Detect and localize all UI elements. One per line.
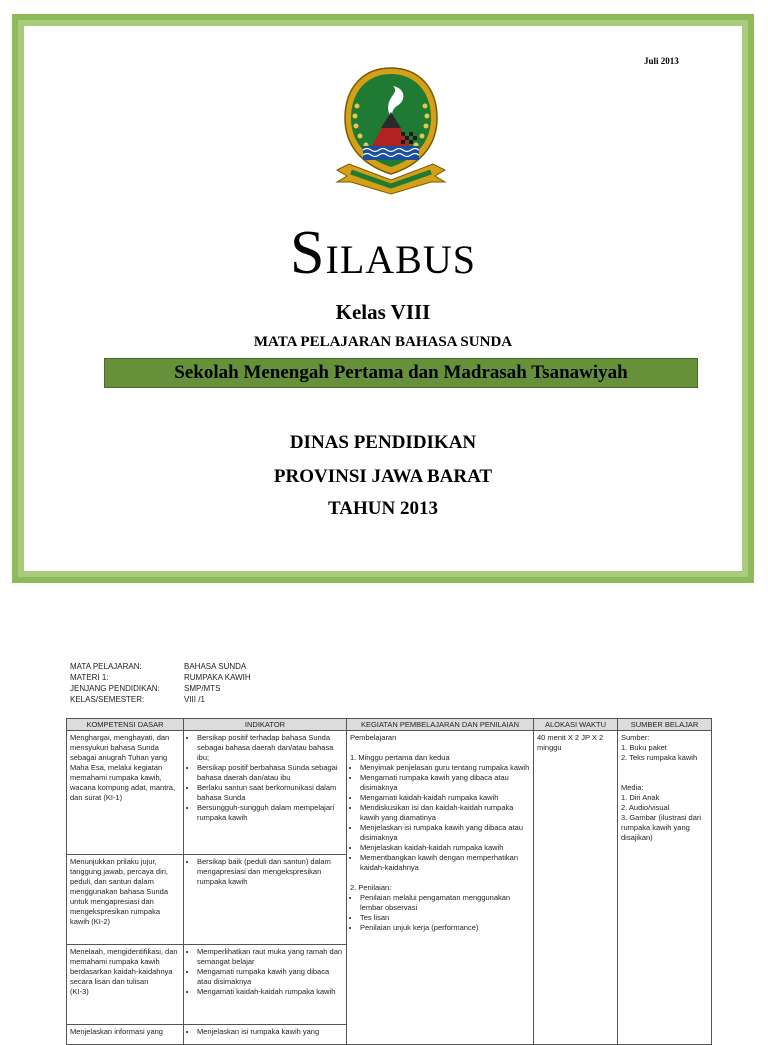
kd-cell: Menghargai, menghayati, dan mensyukuri bahasa Sunda sebagai anugrah Tuhan yang Maha Esa, melalui kegiatan memahami rumpaka kawih, wacana kompung adat, mantra, dan surat (KI-1) <box>67 731 184 855</box>
media-item: 3. Gambar (ilustrasi dari rumpaka kawih yang disajikan) <box>621 813 702 842</box>
jawa-barat-emblem-icon <box>335 66 447 200</box>
cover-sekolah: Sekolah Menengah Pertama dan Madrasah Tsanawiyah <box>174 362 628 383</box>
list-item: • Bersikap baik (peduli dan santun) dalam mengapresiasi dan mengekspresikan rumpaka kawih <box>197 857 343 887</box>
info-row <box>70 684 470 695</box>
list-item: • Mengamati rumpaka kawih yang dibaca atau disimaknya <box>360 773 530 793</box>
indikator-cell <box>184 945 347 1025</box>
info-label: KELAS/SEMESTER: <box>70 695 145 704</box>
header-indikator: INDIKATOR <box>184 719 347 731</box>
kegiatan-intro: Pembelajaran <box>350 733 397 742</box>
list-item: • Bersikap positif berbahasa Sunda sebagai bahasa daerah dan/atau ibu <box>197 763 343 783</box>
list-item: • Mengamati kaidah-kaidah rumpaka kawih <box>197 987 343 997</box>
list-item: • Berlaku santun saat berkomunikasi dalam bahasa Sunda <box>197 783 343 803</box>
cover-title-rest: ILABUS <box>325 237 476 282</box>
kd-text: Menelaah, mengidentifikasi, dan memahami rumpaka kawih berdasarkan kaidah-kaidahnya secara lisan dan tulisan <box>70 947 178 986</box>
kegiatan-step2: 2. Penilaian: <box>350 883 392 892</box>
cover-title-first: S <box>290 219 326 287</box>
media-label: Media: <box>621 783 644 792</box>
list-item: • Menjelaskan isi rumpaka kawih yang dibaca atau disimaknya <box>360 823 530 843</box>
cover-provinsi: PROVINSI JAWA BARAT <box>273 466 493 487</box>
syllabus-info <box>70 662 470 706</box>
indikator-cell <box>184 731 347 855</box>
kd-text: (KI-3) <box>70 987 89 996</box>
cover-school-banner <box>104 358 698 388</box>
header-kegiatan: KEGIATAN PEMBELAJARAN DAN PENILAIAN <box>347 719 534 731</box>
indikator-cell <box>184 855 347 945</box>
cover-title <box>0 218 766 289</box>
list-item: • Penilaian unjuk kerja (performance) <box>360 923 530 933</box>
cover-kelas: Kelas VIII <box>335 300 431 324</box>
header-alokasi-waktu: ALOKASI WAKTU <box>534 719 618 731</box>
sumber-item: 2. Teks rumpaka kawih <box>621 753 698 762</box>
list-item: • Menyimak penjelasan guru tentang rumpaka kawih <box>360 763 530 773</box>
list-item: • Mendiskusikan isi dan kaidah-kaidah rumpaka kawih yang diamatinya <box>360 803 530 823</box>
list-item: • Mengamati rumpaka kawih yang dibaca atau disimaknya <box>197 967 343 987</box>
list-item: • Bersikap positif terhadap bahasa Sunda sebagai bahasa daerah dan/atau bahasa ibu; <box>197 733 343 763</box>
cover-mapel: MATA PELAJARAN BAHASA SUNDA <box>253 334 513 350</box>
sumber-cell <box>618 731 712 1045</box>
info-row <box>70 695 470 706</box>
syllabus-table <box>66 718 712 1045</box>
info-value: VIII /1 <box>184 695 205 704</box>
alokasi-cell: 40 menit X 2 JP X 2 minggu <box>534 731 618 1045</box>
media-item: 1. Diri Anak <box>621 793 660 802</box>
table-row <box>67 731 712 855</box>
cover-dinas: DINAS PENDIDIKAN <box>289 432 477 453</box>
cover-date: Juli 2013 <box>644 56 679 66</box>
media-item: 2. Audio/visual <box>621 803 670 812</box>
list-item: • Menjelaskan isi rumpaka kawih yang <box>197 1027 343 1037</box>
list-item: • Penilaian melalui pengamatan menggunakan lembar observasi <box>360 893 530 913</box>
info-value: BAHASA SUNDA <box>184 662 247 671</box>
header-kompetensi-dasar: KOMPETENSI DASAR <box>67 719 184 731</box>
info-row <box>70 662 470 673</box>
list-item: • Tes lisan <box>360 913 530 923</box>
list-item: • Menjelaskan kaidah-kaidah rumpaka kawih <box>360 843 530 853</box>
list-item: • Bersungguh-sungguh dalam mempelajari rumpaka kawih <box>197 803 343 823</box>
kegiatan-cell <box>347 731 534 1045</box>
list-item: • Memperlihatkan raut muka yang ramah dan semangat belajar <box>197 947 343 967</box>
kd-cell: Menunjukkan prilaku jujur, tanggung jawab, percaya diri, peduli, dan santun dalam menggunakan bahasa Sunda untuk mengapresiasi dan mengekspresikan rumpaka kawih (KI-2) <box>67 855 184 945</box>
sumber-label: Sumber: <box>621 733 650 742</box>
table-header-row <box>67 719 712 731</box>
info-label: MATA PELAJARAN: <box>70 662 142 671</box>
info-value: RUMPAKA KAWIH <box>184 673 251 682</box>
cover-tahun: TAHUN 2013 <box>328 498 438 519</box>
list-item: • Mementbangkan kawih dengan memperhatikan kaidah-kaidahnya <box>360 853 530 873</box>
kd-cell <box>67 945 184 1025</box>
header-sumber-belajar: SUMBER BELAJAR <box>618 719 712 731</box>
info-row <box>70 673 470 684</box>
sumber-item: 1. Buku paket <box>621 743 667 752</box>
kegiatan-step1: 1. Minggu pertama dan kedua <box>350 753 450 762</box>
info-value: SMP/MTS <box>184 684 221 693</box>
info-label: JENJANG PENDIDIKAN: <box>70 684 160 693</box>
info-label: MATERI 1: <box>70 673 109 682</box>
kd-cell: Menjelaskan informasi yang <box>67 1025 184 1045</box>
indikator-cell <box>184 1025 347 1045</box>
list-item: • Mengamati kaidah-kaidah rumpaka kawih <box>360 793 530 803</box>
